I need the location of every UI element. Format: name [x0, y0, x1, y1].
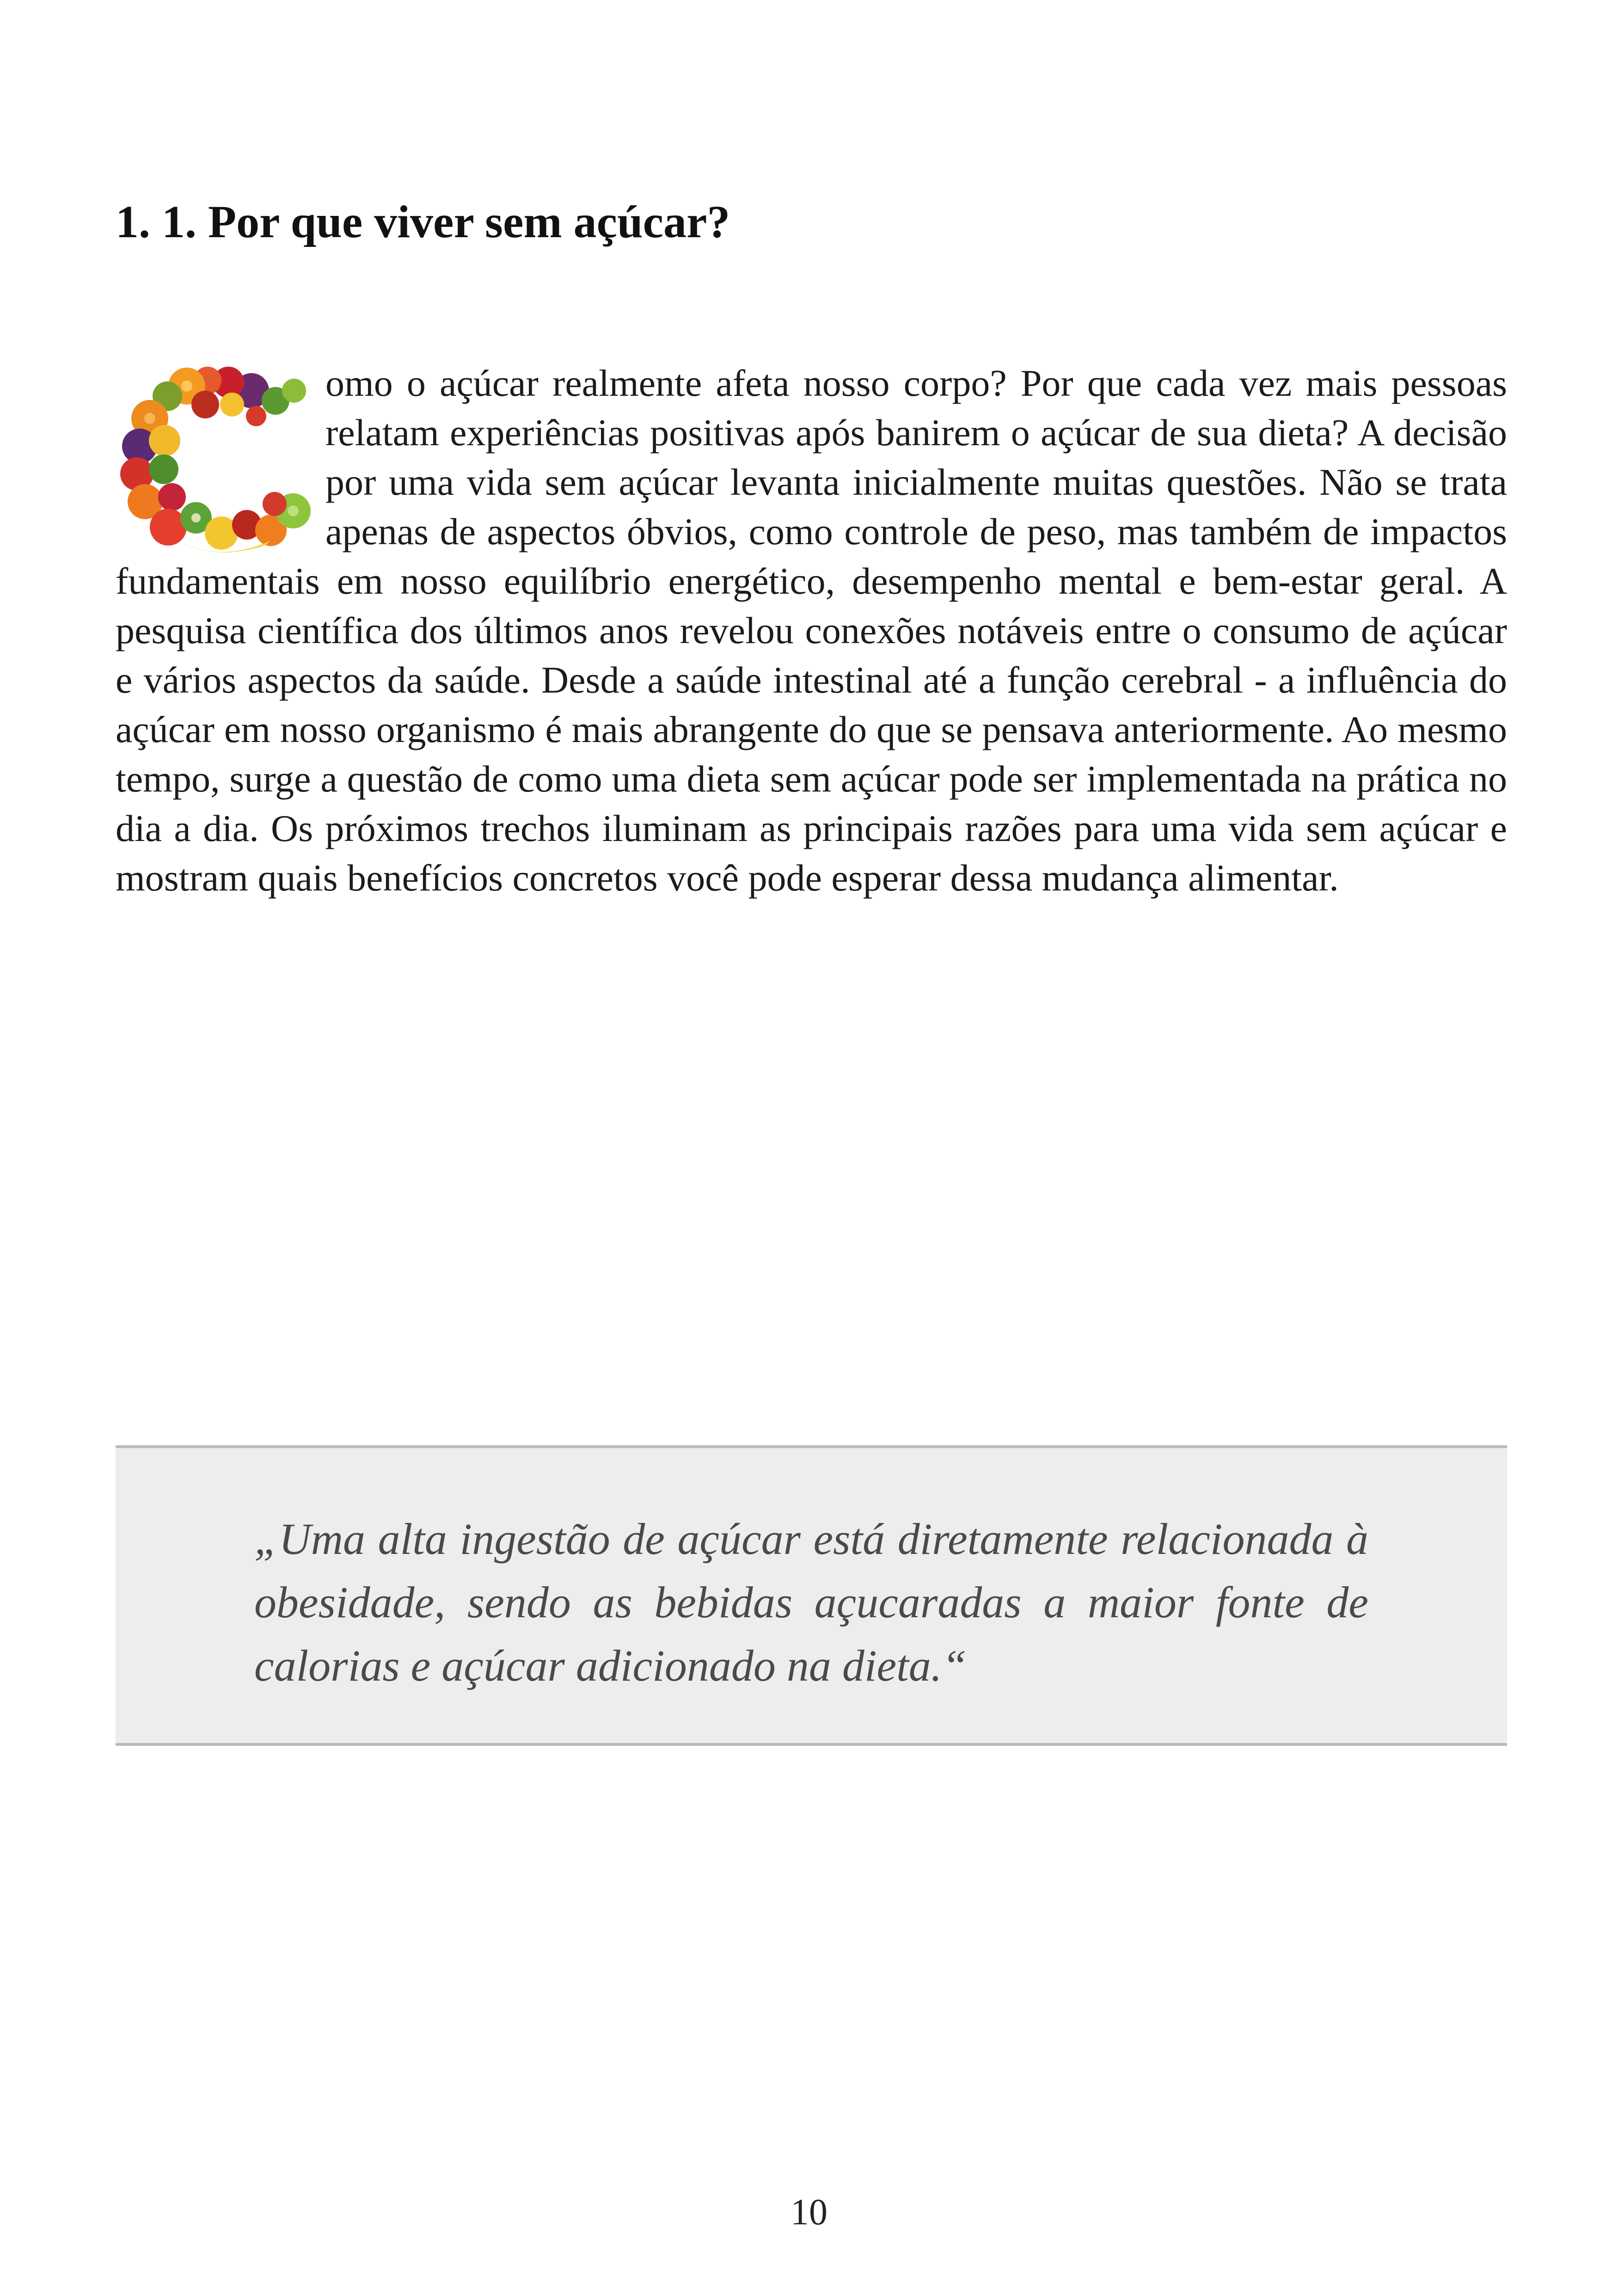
fruit-letter-illustration [113, 358, 316, 556]
paragraph-text: omo o açúcar realmente afeta nosso corpo? Por que cada vez mais pessoas relatam experiências positivas após banirem o açúcar de sua dieta? A decisão por uma vida sem açúcar levanta inicialmente muitas questões. Não se trata apenas de aspectos óbvios, como controle de peso, mas também de impactos fundamentais em nosso equilíbrio energético, desempenho mental e bem-estar geral. A pesquisa científica dos últimos anos revelou conexões notáveis entre o consumo de açúcar e vários aspectos da saúde. Desde a saúde intestinal até a função cerebral - a influência do açúcar em nosso organismo é mais abrangente do que se pensava anteriormente. Ao mesmo tempo, surge a questão de como uma dieta sem açúcar pode ser implementada na prática no dia a dia. Os próximos trechos iluminam as principais razões para uma vida sem açúcar e mostram quais benefícios concretos você pode esperar dessa mudança alimentar. [116, 362, 1507, 899]
pull-quote-box [116, 1445, 1507, 1746]
section-heading: 1. 1. Por que viver sem açúcar? [116, 196, 730, 247]
intro-paragraph [116, 358, 1507, 902]
pull-quote-text: „Uma alta ingestão de açúcar está diretamente relacionada à obesidade, sendo as bebidas açucaradas a maior fonte de calorias e açúcar adicionado na dieta.“ [254, 1514, 1368, 1690]
page-number: 10 [791, 2192, 827, 2233]
fruit-dropcap-letter [113, 358, 325, 556]
